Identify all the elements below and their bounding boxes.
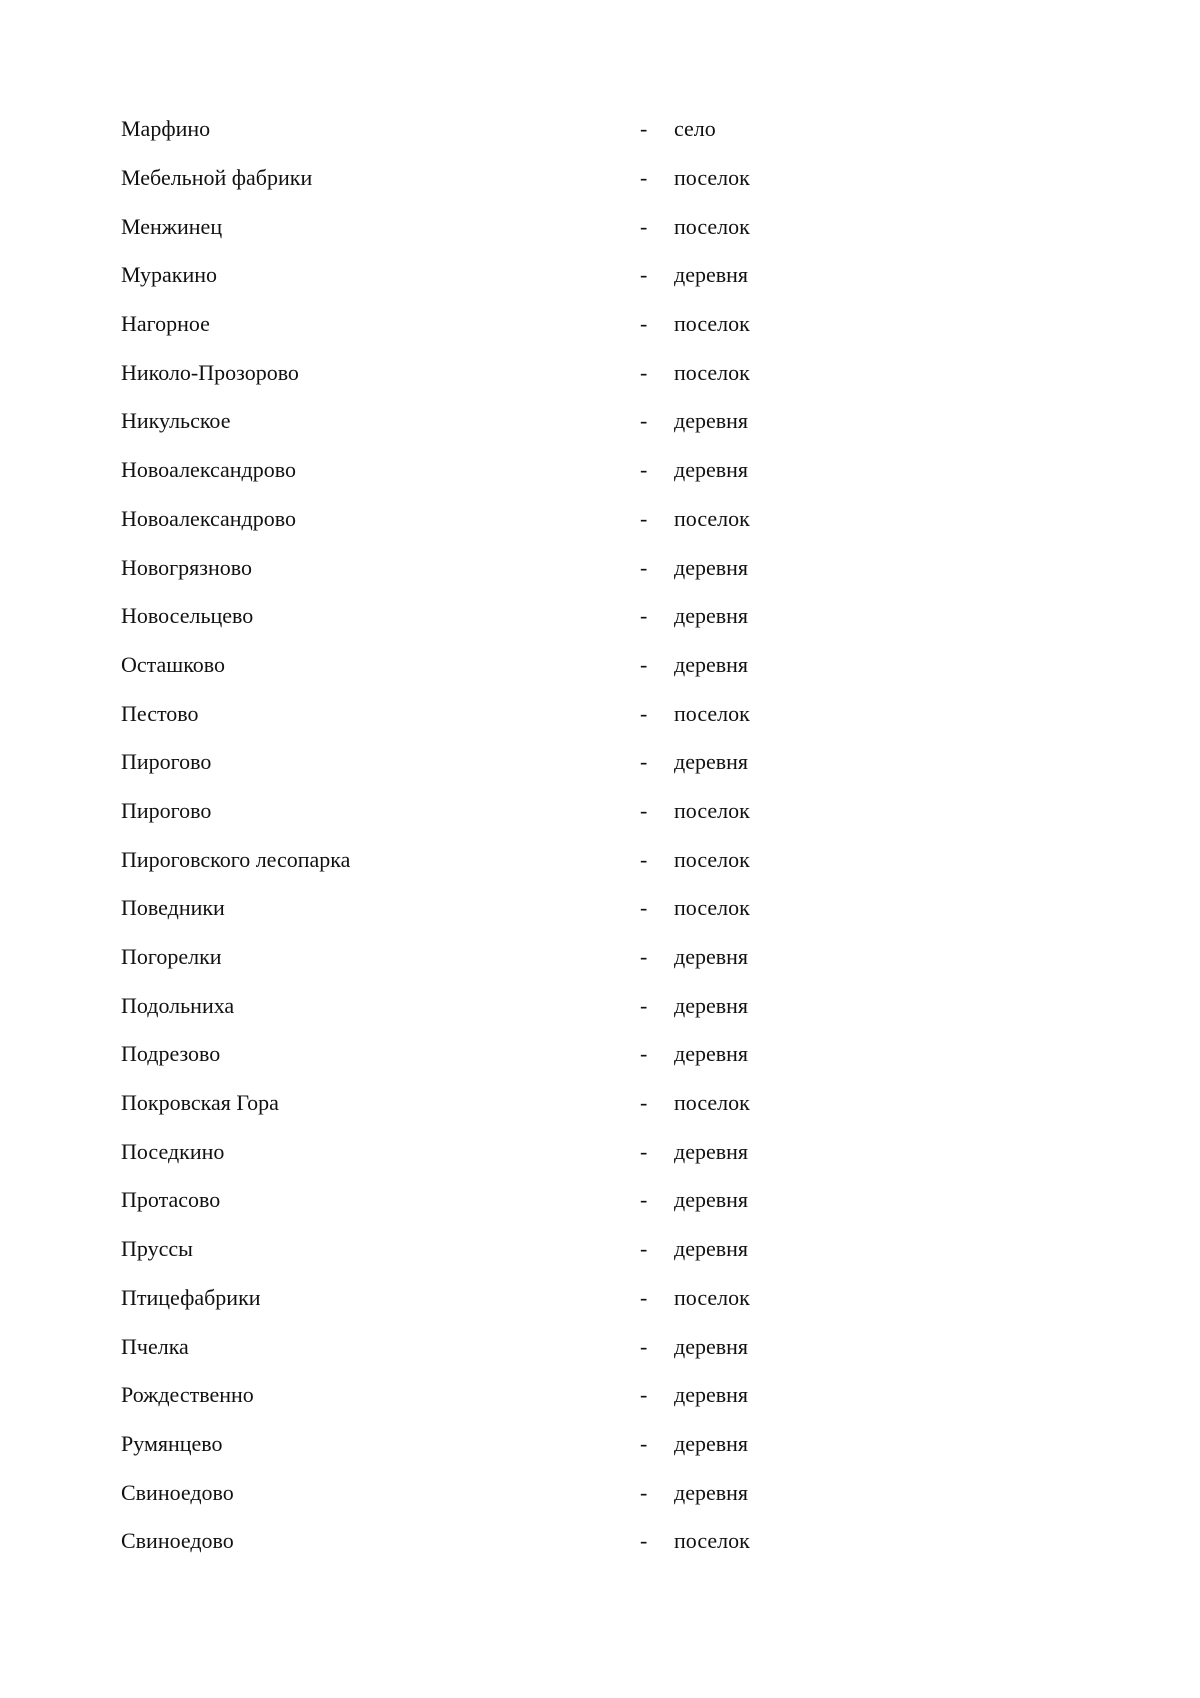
settlement-name: Новоалександрово [121, 505, 296, 531]
list-item [121, 397, 881, 446]
settlement-name: Рождественно [121, 1382, 254, 1408]
list-item [121, 689, 881, 738]
dash-separator: - [640, 944, 648, 970]
list-item [121, 787, 881, 836]
settlement-type: деревня [674, 749, 749, 775]
settlement-name: Подрезово [121, 1041, 221, 1067]
settlement-type: поселок [674, 165, 750, 191]
dash-separator: - [640, 213, 648, 239]
settlement-name: Свиноедово [121, 1479, 234, 1505]
dash-separator: - [640, 554, 648, 580]
settlement-type: деревня [674, 1236, 749, 1262]
settlement-name: Протасово [121, 1187, 221, 1213]
settlement-name: Пчелка [121, 1333, 189, 1359]
list-item [121, 933, 881, 982]
settlement-type: поселок [674, 1284, 750, 1310]
list-item [121, 1176, 881, 1225]
dash-separator: - [640, 797, 648, 823]
list-item [121, 348, 881, 397]
dash-separator: - [640, 700, 648, 726]
settlement-name: Пироговского лесопарка [121, 846, 351, 872]
dash-separator: - [640, 1333, 648, 1359]
settlement-name: Поведники [121, 895, 225, 921]
list-item [121, 1127, 881, 1176]
dash-separator: - [640, 1382, 648, 1408]
settlement-type: поселок [674, 213, 750, 239]
settlement-name: Никульское [121, 408, 231, 434]
settlement-name: Новогрязново [121, 554, 252, 580]
list-item [121, 1225, 881, 1274]
dash-separator: - [640, 505, 648, 531]
settlement-type: поселок [674, 359, 750, 385]
list-item [121, 1517, 881, 1566]
settlement-name: Осташково [121, 651, 226, 677]
settlement-type: поселок [674, 1528, 750, 1554]
settlement-name: Погорелки [121, 944, 222, 970]
list-item [121, 1079, 881, 1128]
list-item [121, 1371, 881, 1420]
settlement-type: поселок [674, 895, 750, 921]
settlement-name: Покровская Гора [121, 1090, 279, 1116]
settlement-name: Муракино [121, 262, 218, 288]
list-item [121, 1420, 881, 1469]
settlement-name: Мебельной фабрики [121, 165, 313, 191]
settlement-name: Румянцево [121, 1430, 223, 1456]
settlement-type: поселок [674, 311, 750, 337]
settlement-name: Пруссы [121, 1236, 193, 1262]
settlement-type: село [674, 116, 716, 142]
list-item [121, 251, 881, 300]
settlement-type: деревня [674, 944, 749, 970]
settlement-type: деревня [674, 1382, 749, 1408]
settlement-name: Новосельцево [121, 603, 254, 629]
settlement-name: Пирогово [121, 797, 212, 823]
list-item [121, 1322, 881, 1371]
settlement-name: Николо-Прозорово [121, 359, 299, 385]
settlement-type: поселок [674, 1090, 750, 1116]
settlement-type: деревня [674, 554, 749, 580]
dash-separator: - [640, 895, 648, 921]
list-item [121, 1030, 881, 1079]
settlement-type: деревня [674, 603, 749, 629]
settlement-type: деревня [674, 262, 749, 288]
settlement-name: Свиноедово [121, 1528, 234, 1554]
settlement-name: Новоалександрово [121, 457, 296, 483]
list-item [121, 543, 881, 592]
settlement-type: деревня [674, 1430, 749, 1456]
dash-separator: - [640, 359, 648, 385]
list-item [121, 1274, 881, 1323]
settlement-name: Пирогово [121, 749, 212, 775]
settlement-type: деревня [674, 1333, 749, 1359]
settlement-type: деревня [674, 457, 749, 483]
list-item [121, 105, 881, 154]
dash-separator: - [640, 1479, 648, 1505]
list-item [121, 592, 881, 641]
dash-separator: - [640, 1430, 648, 1456]
list-item [121, 154, 881, 203]
settlement-name: Подольниха [121, 992, 235, 1018]
dash-separator: - [640, 603, 648, 629]
dash-separator: - [640, 1236, 648, 1262]
dash-separator: - [640, 846, 648, 872]
settlement-name: Птицефабрики [121, 1284, 261, 1310]
dash-separator: - [640, 1528, 648, 1554]
dash-separator: - [640, 457, 648, 483]
settlement-type: деревня [674, 1187, 749, 1213]
dash-separator: - [640, 1090, 648, 1116]
settlement-type: поселок [674, 505, 750, 531]
settlement-name: Поседкино [121, 1138, 225, 1164]
dash-separator: - [640, 651, 648, 677]
settlement-name: Марфино [121, 116, 211, 142]
dash-separator: - [640, 1041, 648, 1067]
dash-separator: - [640, 1284, 648, 1310]
settlement-type: деревня [674, 408, 749, 434]
list-item [121, 884, 881, 933]
settlement-type: деревня [674, 992, 749, 1018]
settlement-name: Пестово [121, 700, 199, 726]
settlement-type: деревня [674, 1479, 749, 1505]
dash-separator: - [640, 311, 648, 337]
list-item [121, 300, 881, 349]
settlement-type: деревня [674, 651, 749, 677]
list-item [121, 981, 881, 1030]
list-item [121, 641, 881, 690]
list-item [121, 446, 881, 495]
dash-separator: - [640, 408, 648, 434]
settlement-type: поселок [674, 797, 750, 823]
dash-separator: - [640, 262, 648, 288]
dash-separator: - [640, 749, 648, 775]
list-item [121, 202, 881, 251]
list-item [121, 495, 881, 544]
settlement-type: деревня [674, 1041, 749, 1067]
dash-separator: - [640, 1138, 648, 1164]
settlement-type: поселок [674, 846, 750, 872]
settlement-list [121, 105, 881, 1566]
settlement-name: Менжинец [121, 213, 223, 239]
settlement-type: деревня [674, 1138, 749, 1164]
settlement-name: Нагорное [121, 311, 210, 337]
dash-separator: - [640, 116, 648, 142]
dash-separator: - [640, 165, 648, 191]
dash-separator: - [640, 992, 648, 1018]
list-item [121, 1468, 881, 1517]
list-item [121, 835, 881, 884]
dash-separator: - [640, 1187, 648, 1213]
settlement-type: поселок [674, 700, 750, 726]
list-item [121, 738, 881, 787]
